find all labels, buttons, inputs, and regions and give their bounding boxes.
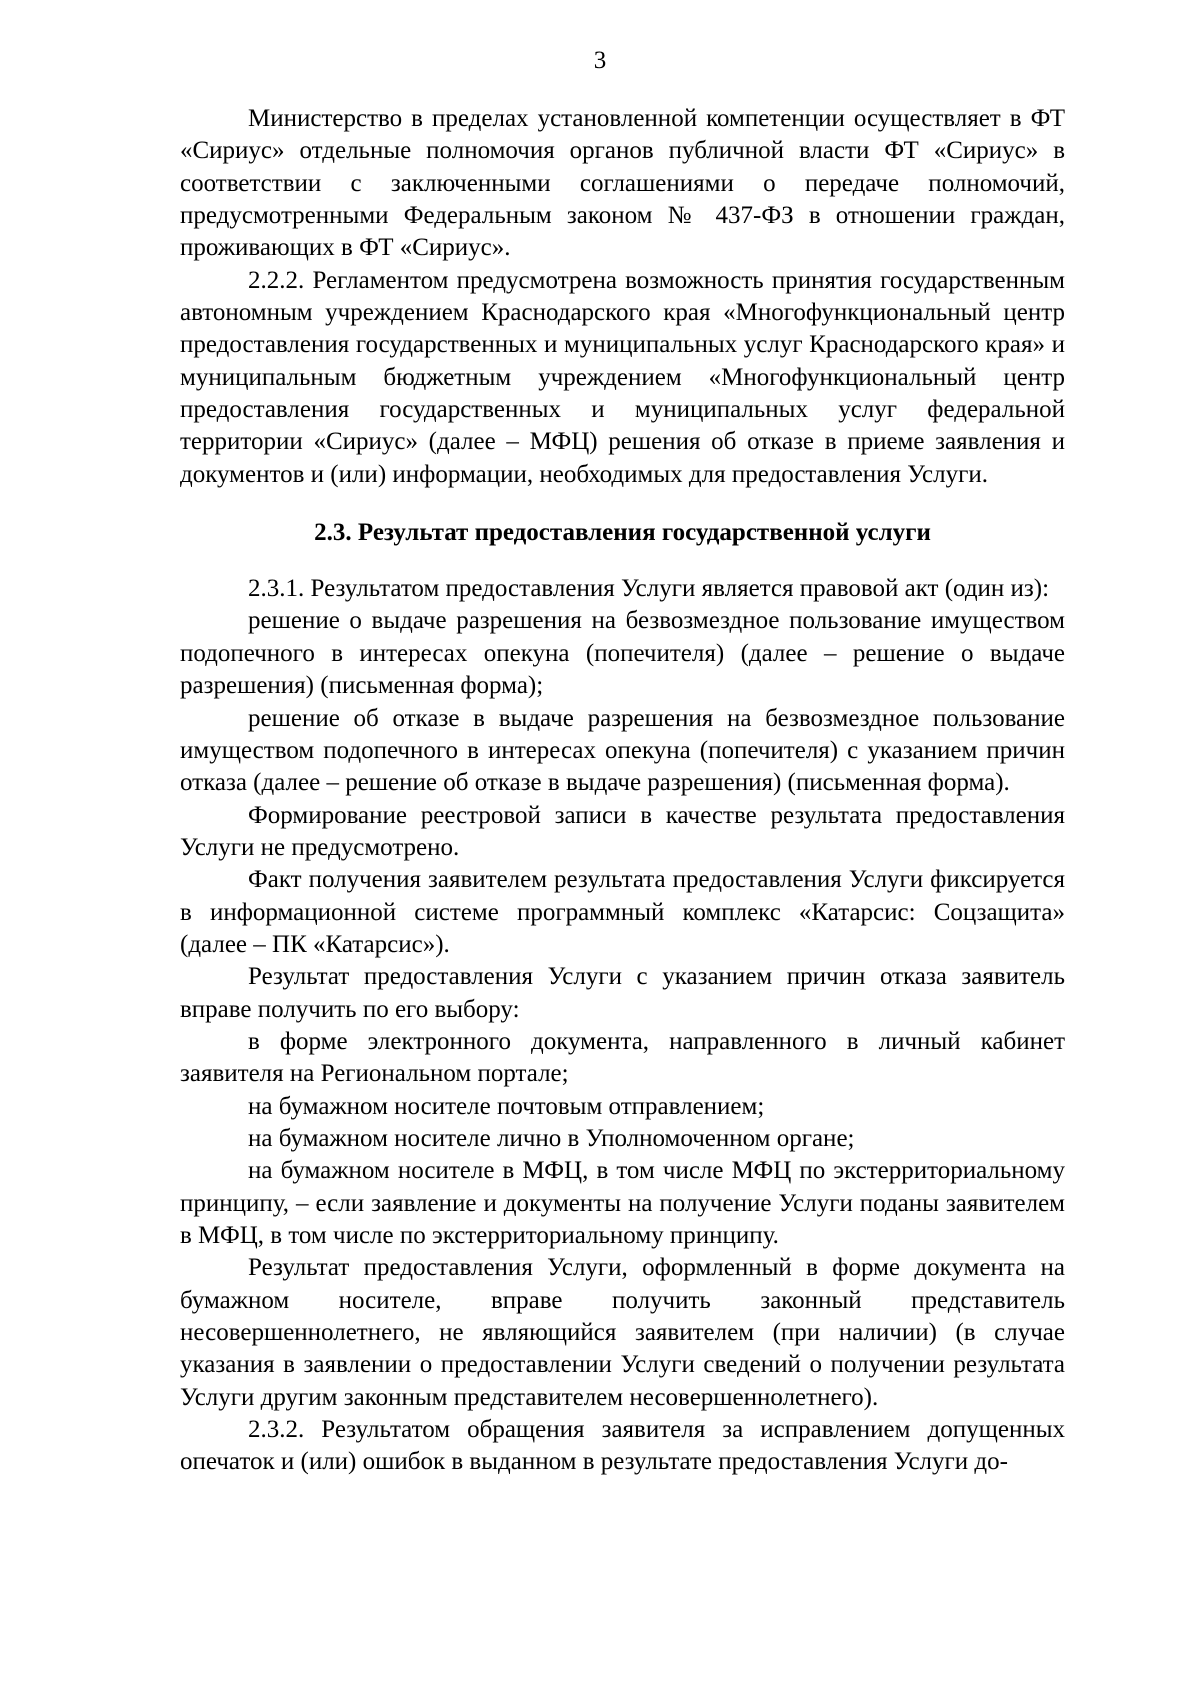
paragraph-permit-decision: решение о выдаче разрешения на безвозмездное пользование имуществом подопечного в интересах опекуна (попечителя) (далее – решение о выдаче разрешения) (письменная форма); <box>180 607 1065 700</box>
paragraph-2-3-2: 2.3.2. Результатом обращения заявителя за исправлением допущенных опечаток и (или) ошибок в выданном в результате предоставления Услуги до- <box>180 1416 1065 1476</box>
list-item-mfc: на бумажном носителе в МФЦ, в том числе МФЦ по экстерриториальному принципу, – если заявление и документы на получение Услуги поданы заявителем в МФЦ, в том числе по экстерриториальному принципу. <box>180 1157 1065 1249</box>
paragraph-result-options: Результат предоставления Услуги с указанием причин отказа заявитель вправе получить по его выбору: <box>180 963 1065 1023</box>
section-heading-2-3: 2.3. Результат предоставления государственной услуги <box>314 519 931 547</box>
paragraph-receipt-recorded: Факт получения заявителем результата предоставления Услуги фиксируется в информационной системе программный комплекс «Катарсис: Соцзащита» (далее – ПК «Катарсис»). <box>180 866 1065 958</box>
paragraph-ministry-authority: Министерство в пределах установленной компетенции осуществляет в ФТ «Сириус» отдельные полномочия органов публичной власти ФТ «Сириус» в соответствии с заключенными соглашениями о передаче полномочий, предусмотренными Федеральным законом № 437-ФЗ в отношении граждан, проживающих в ФТ «Сириус». <box>180 105 1065 262</box>
page-number: 3 <box>593 47 607 74</box>
document-body <box>180 103 1065 1479</box>
paragraph-registry-record: Формирование реестровой записи в качестве результата предоставления Услуги не предусмотрено. <box>180 801 1065 861</box>
list-item-in-person: на бумажном носителе лично в Уполномоченном органе; <box>248 1124 855 1152</box>
paragraph-refusal-decision: решение об отказе в выдаче разрешения на безвозмездное пользование имуществом подопечного в интересах опекуна (попечителя) с указанием причин отказа (далее – решение об отказе в выдаче разрешения) (письменная форма). <box>180 704 1065 797</box>
paragraph-legal-representative: Результат предоставления Услуги, оформленный в форме документа на бумажном носителе, вправе получить законный представитель несовершеннолетнего, не являющийся заявителем (при наличии) (в случае указания в заявлении о предоставлении Услуги сведений о получении результата Услуги другим законным представителем несовершеннолетнего). <box>180 1254 1065 1411</box>
paragraph-2-3-1: 2.3.1. Результатом предоставления Услуги является правовой акт (один из): <box>248 575 1050 603</box>
list-item-electronic: в форме электронного документа, направленного в личный кабинет заявителя на Региональном портале; <box>180 1027 1065 1088</box>
list-item-postal: на бумажном носителе почтовым отправлением; <box>248 1092 765 1120</box>
paragraph-2-2-2: 2.2.2. Регламентом предусмотрена возможность принятия государственным автономным учреждением Краснодарского края «Многофункциональный центр предоставления государственных и муниципальных услуг Краснодарского края» и муниципальным бюджетным учреждением «Многофункциональный центр предоставления государственных и муниципальных услуг федеральной территории «Сириус» (далее – МФЦ) решения об отказе в приеме заявления и документов и (или) информации, необходимых для предоставления Услуги. <box>180 266 1065 488</box>
